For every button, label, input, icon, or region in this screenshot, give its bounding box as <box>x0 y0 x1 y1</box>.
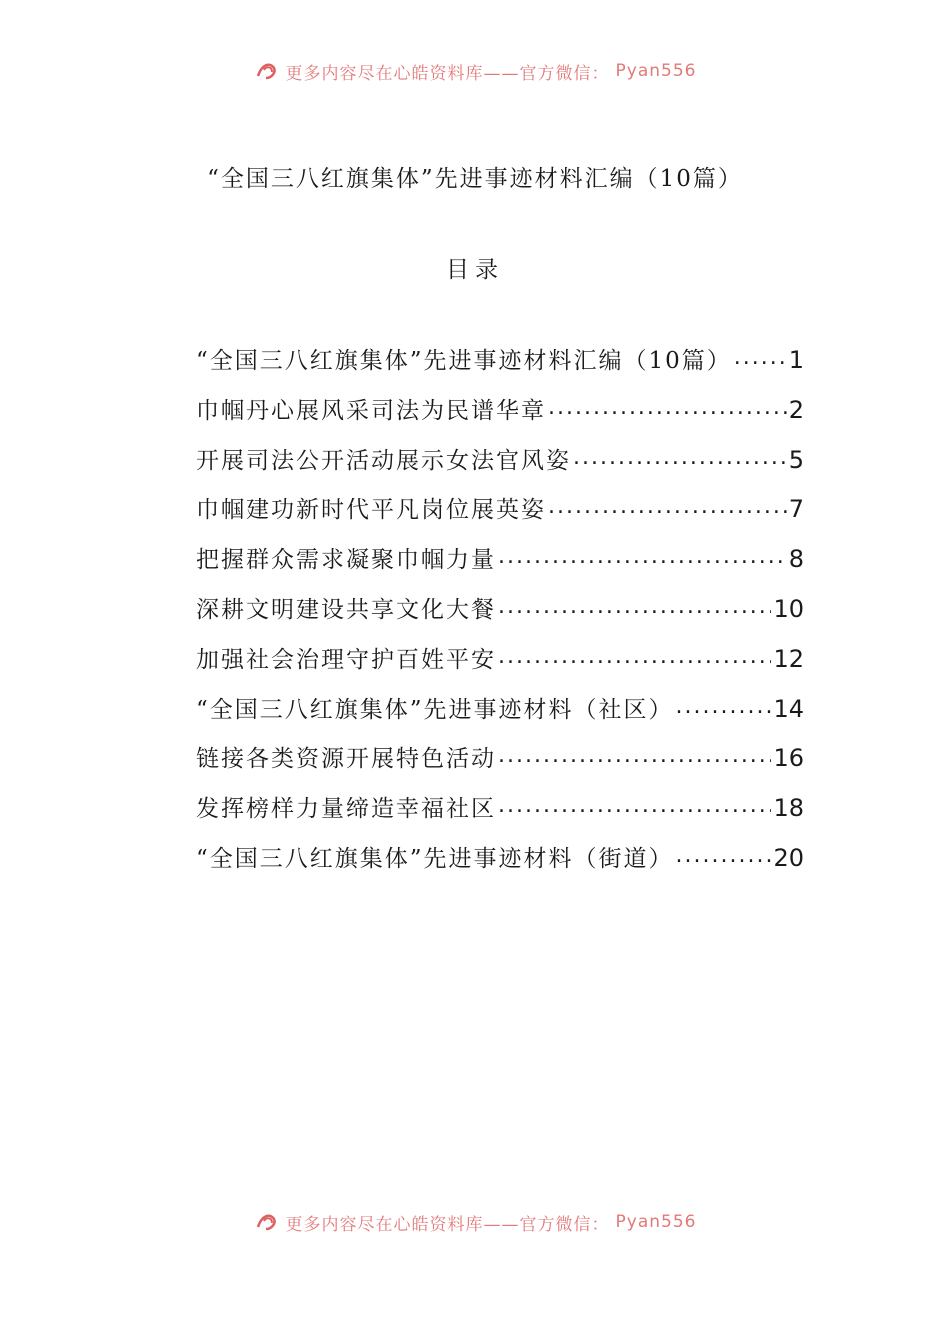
toc-entry-title: 深耕文明建设共享文化大餐 <box>196 596 496 623</box>
toc-leader-dots <box>498 544 787 567</box>
toc-entry-title: “全国三八红旗集体”先进事迹材料（街道） <box>196 845 674 872</box>
toc-entry-title: 发挥榜样力量缔造幸福社区 <box>196 796 496 823</box>
toc-entry-page: 5 <box>788 445 804 474</box>
toc-entry-page: 14 <box>773 694 804 723</box>
toc-leader-dots <box>734 345 787 368</box>
toc-leader-dots <box>498 793 771 816</box>
toc-entry-page: 2 <box>788 395 804 424</box>
table-of-contents <box>196 342 804 890</box>
toc-leader-dots <box>548 494 787 517</box>
toc-entry-page: 18 <box>773 794 804 823</box>
document-title: “全国三八红旗集体”先进事迹材料汇编（10篇） <box>207 166 743 192</box>
toc-heading: 目录 <box>446 257 504 283</box>
toc-entry-title: 开展司法公开活动展示女法官风姿 <box>196 447 571 474</box>
toc-leader-dots <box>573 445 787 468</box>
header-watermark <box>0 56 950 86</box>
toc-entry-page: 7 <box>788 495 804 524</box>
toc-leader-dots <box>498 743 771 766</box>
logo-icon <box>254 1211 280 1233</box>
toc-entry[interactable] <box>196 591 804 641</box>
toc-entry-title: 链接各类资源开展特色活动 <box>196 746 496 773</box>
watermark-id: Pyan556 <box>615 61 697 81</box>
watermark-text: 更多内容尽在心皓资料库——官方微信： <box>285 1214 610 1235</box>
toc-entry-title: 把握群众需求凝聚巾帼力量 <box>196 547 496 574</box>
toc-leader-dots <box>498 594 771 617</box>
toc-entry-title: “全国三八红旗集体”先进事迹材料（社区） <box>196 696 674 723</box>
watermark-id: Pyan556 <box>615 1212 697 1232</box>
footer-watermark <box>0 1207 950 1237</box>
toc-entry[interactable] <box>196 442 804 492</box>
toc-entry-page: 12 <box>773 644 804 673</box>
toc-entry-title: 巾帼建功新时代平凡岗位展英姿 <box>196 497 546 524</box>
toc-entry[interactable] <box>196 740 804 790</box>
toc-entry[interactable] <box>196 840 804 890</box>
toc-entry-title: “全国三八红旗集体”先进事迹材料汇编（10篇） <box>196 348 732 374</box>
toc-entry-page: 16 <box>773 744 804 773</box>
toc-leader-dots <box>676 694 772 717</box>
toc-leader-dots <box>676 843 772 866</box>
toc-entry[interactable] <box>196 342 804 392</box>
toc-entry[interactable] <box>196 491 804 541</box>
toc-leader-dots <box>498 644 771 667</box>
toc-entry-page: 1 <box>788 346 804 374</box>
toc-entry-page: 10 <box>773 594 804 623</box>
toc-entry[interactable] <box>196 790 804 840</box>
watermark-text: 更多内容尽在心皓资料库——官方微信： <box>285 63 610 84</box>
toc-entry-title: 加强社会治理守护百姓平安 <box>196 646 496 673</box>
logo-icon <box>254 60 280 82</box>
toc-entry[interactable] <box>196 392 804 442</box>
toc-entry-title: 巾帼丹心展风采司法为民谱华章 <box>196 397 546 424</box>
toc-entry-page: 8 <box>788 545 804 574</box>
toc-entry-page: 20 <box>773 843 804 872</box>
toc-entry[interactable] <box>196 541 804 591</box>
toc-entry[interactable] <box>196 641 804 691</box>
toc-leader-dots <box>548 395 787 418</box>
toc-entry[interactable] <box>196 691 804 741</box>
